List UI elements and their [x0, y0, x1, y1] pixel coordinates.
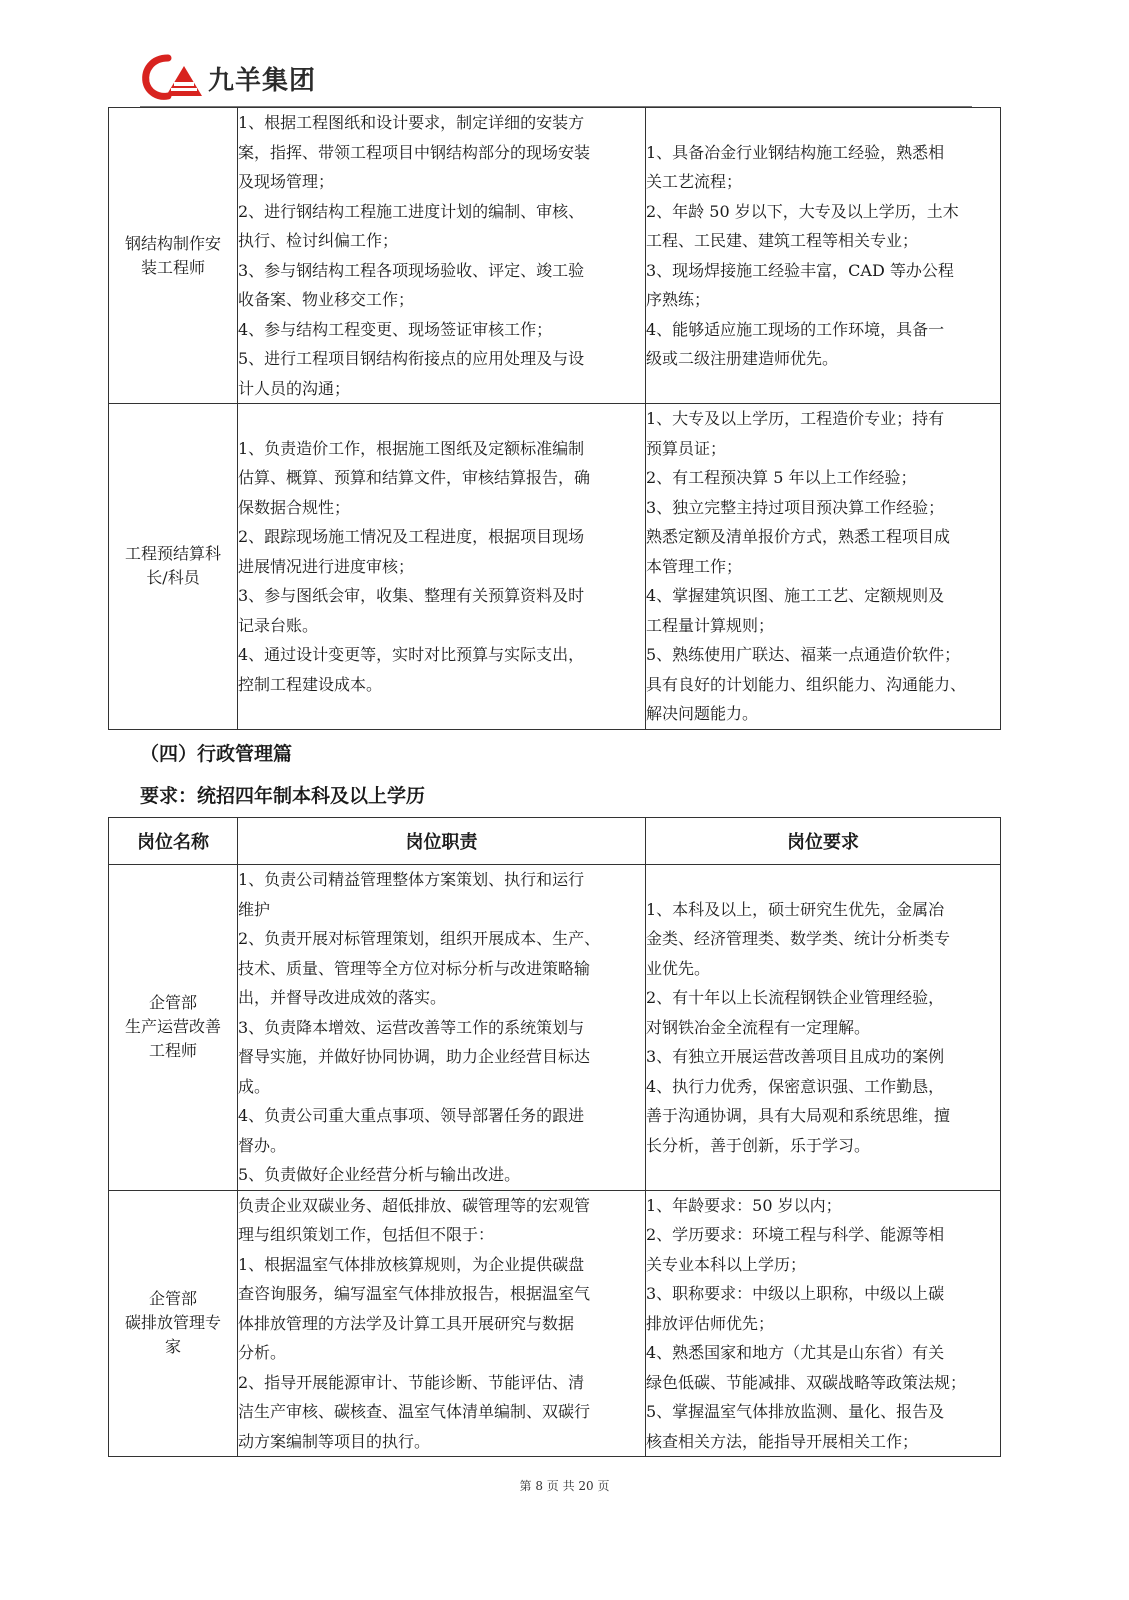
job-title-cell: [109, 1190, 238, 1457]
duty-line-text: 控制工程建设成本。: [238, 674, 383, 694]
duty-line-text: 计人员的沟通；: [238, 378, 351, 398]
requirement-line-text: 5、熟练使用广联达、福莱一点通造价软件；: [646, 645, 961, 664]
job-requirement-cell: [646, 1190, 1001, 1457]
requirement-line-text: 关工艺流程；: [646, 172, 743, 191]
job-title-text: 钢结构制作安: [124, 233, 221, 253]
duty-line-text: 3、负责降本增效、运营改善等工作的系统策划与: [238, 1017, 585, 1037]
job-table-admin: [108, 817, 1001, 1457]
duty-line-text: 负责企业双碳业务、超低排放、碳管理等的宏观管: [238, 1195, 591, 1215]
column-header-requirement: 岗位要求: [646, 818, 1001, 865]
column-header-name: 岗位名称: [109, 818, 238, 865]
duty-line-text: 及现场管理；: [238, 172, 335, 191]
duty-line-text: 体排放管理的方法学及计算工具开展研究与数据: [238, 1313, 575, 1333]
job-duty-cell: [238, 865, 646, 1191]
table-row: [109, 865, 1001, 1191]
requirement-line-text: 长分析，善于创新，乐于学习。: [646, 1135, 871, 1155]
requirement-line-text: 4、能够适应施工现场的工作环境，具备一: [646, 319, 945, 339]
requirement-line-text: 4、掌握建筑识图、施工工艺、定额规则及: [646, 586, 945, 605]
table-row: [109, 1190, 1001, 1457]
requirement-line-text: 善于沟通协调，具有大局观和系统思维，擅: [646, 1106, 951, 1125]
requirement-line-text: 3、职称要求：中级以上职称，中级以上碳: [646, 1284, 945, 1303]
duty-line-text: 估算、概算、预算和结算文件，审核结算报告，确: [238, 468, 591, 487]
duty-line-text: 保数据合规性；: [238, 497, 351, 517]
column-header-duty: 岗位职责: [238, 818, 646, 865]
requirement-line-text: 工程量计算规则；: [646, 615, 775, 635]
requirement-line-text: 级或二级注册建造师优先。: [646, 349, 839, 368]
requirement-line-text: 5、掌握温室气体排放监测、量化、报告及: [646, 1402, 945, 1421]
duty-line-text: 案，指挥、带领工程项目中钢结构部分的现场安装: [238, 142, 591, 162]
requirement-line-text: 1、本科及以上，硕士研究生优先，金属冶: [646, 899, 945, 919]
requirement-line-text: 核查相关方法，能指导开展相关工作；: [646, 1431, 919, 1451]
duty-line-text: 2、进行钢结构工程施工进度计划的编制、审核、: [238, 201, 585, 221]
duty-line-text: 进展情况进行进度审核；: [238, 556, 415, 576]
company-name: 九羊集团: [208, 66, 317, 96]
job-title-text: 装工程师: [140, 257, 205, 277]
duty-line-text: 成。: [238, 1076, 271, 1096]
requirement-line-text: 排放评估师优先；: [646, 1313, 775, 1333]
duty-line-text: 洁生产审核、碳核查、温室气体清单编制、双碳行: [238, 1402, 591, 1421]
job-duty-cell: [238, 1190, 646, 1457]
job-duty-cell: [238, 404, 646, 730]
duty-line-text: 1、根据工程图纸和设计要求，制定详细的安装方: [238, 113, 585, 132]
requirement-line-text: 2、有十年以上长流程钢铁企业管理经验，: [646, 988, 945, 1007]
duty-line-text: 3、参与图纸会审，收集、整理有关预算资料及时: [238, 586, 585, 605]
table-row: [109, 404, 1001, 730]
requirement-line-text: 熟悉定额及清单报价方式，熟悉工程项目成: [646, 527, 951, 546]
job-title-text: 生产运营改善: [124, 1017, 221, 1037]
job-table-continued: [108, 107, 1001, 730]
duty-line-text: 5、进行工程项目钢结构衔接点的应用处理及与设: [238, 349, 585, 368]
duty-line-text: 维护: [238, 899, 271, 919]
requirement-line-text: 解决问题能力。: [646, 704, 759, 723]
duty-line-text: 4、通过设计变更等，实时对比预算与实际支出，: [238, 645, 585, 664]
requirement-line-text: 2、年龄 50 岁以下，大专及以上学历，土木: [646, 201, 959, 221]
duty-line-text: 3、参与钢结构工程各项现场验收、评定、竣工验: [238, 260, 585, 280]
requirement-line-text: 绿色低碳、节能减排、双碳战略等政策法规；: [646, 1372, 967, 1392]
requirement-line-text: 金类、经济管理类、数学类、统计分析类专: [646, 929, 951, 948]
duty-line-text: 4、负责公司重大重点事项、领导部署任务的跟进: [238, 1106, 585, 1125]
job-title-cell: [109, 108, 238, 404]
section-heading: （四）行政管理篇: [140, 743, 293, 765]
requirement-line-text: 具有良好的计划能力、组织能力、沟通能力、: [646, 674, 967, 694]
duty-line-text: 分析。: [238, 1343, 287, 1362]
requirement-line-text: 4、执行力优秀，保密意识强、工作勤恳，: [646, 1076, 945, 1096]
table-row: [109, 108, 1001, 404]
job-title-text: 工程预结算科: [124, 544, 221, 564]
job-title-text: 企管部: [148, 1289, 197, 1309]
job-requirement-cell: [646, 404, 1001, 730]
duty-line-text: 执行、检讨纠偏工作；: [238, 231, 399, 250]
requirement-line-text: 1、大专及以上学历，工程造价专业；持有: [646, 409, 945, 428]
requirement-line-text: 2、学历要求：环境工程与科学、能源等相: [646, 1225, 945, 1244]
page-header: [140, 52, 970, 108]
requirement-line-text: 业优先。: [646, 958, 711, 978]
table-header-row: [109, 818, 1001, 865]
requirement-line-text: 对钢铁冶金全流程有一定理解。: [646, 1017, 871, 1037]
requirement-line-text: 3、独立完整主持过项目预决算工作经验；: [646, 497, 945, 517]
duty-line-text: 记录台账。: [238, 615, 319, 635]
requirement-line-text: 1、年龄要求：50 岁以内；: [646, 1195, 842, 1215]
duty-line-text: 1、负责公司精益管理整体方案策划、执行和运行: [238, 870, 585, 889]
job-requirement-cell: [646, 865, 1001, 1191]
requirement-line-text: 3、有独立开展运营改善项目且成功的案例: [646, 1047, 945, 1066]
job-title-text: 长/科员: [146, 568, 200, 588]
job-title-cell: [109, 865, 238, 1191]
job-title-text: 企管部: [148, 993, 197, 1013]
duty-line-text: 4、参与结构工程变更、现场签证审核工作；: [238, 319, 553, 339]
requirement-line-text: 1、具备冶金行业钢结构施工经验，熟悉相: [646, 142, 945, 162]
duty-line-text: 2、负责开展对标管理策划，组织开展成本、生产、: [238, 929, 601, 948]
duty-line-text: 1、根据温室气体排放核算规则，为企业提供碳盘: [238, 1254, 585, 1274]
job-title-text: 家: [164, 1337, 181, 1357]
duty-line-text: 技术、质量、管理等全方位对标分析与改进策略输: [238, 958, 591, 978]
duty-line-text: 2、指导开展能源审计、节能诊断、节能评估、清: [238, 1372, 585, 1392]
duty-line-text: 1、负责造价工作，根据施工图纸及定额标准编制: [238, 438, 585, 458]
job-title-text: 碳排放管理专: [124, 1313, 221, 1333]
requirement-line-text: 2、有工程预决算 5 年以上工作经验；: [646, 468, 917, 487]
job-requirement-cell: [646, 108, 1001, 404]
duty-line-text: 督办。: [238, 1135, 287, 1155]
job-title-cell: [109, 404, 238, 730]
section-requirement: 要求：统招四年制本科及以上学历: [140, 785, 426, 807]
requirement-line-text: 关专业本科以上学历；: [646, 1254, 807, 1274]
duty-line-text: 理与组织策划工作，包括但不限于：: [238, 1225, 495, 1244]
requirement-line-text: 工程、工民建、建筑工程等相关专业；: [646, 231, 919, 250]
page-number: 第 8 页 共 20 页: [519, 1479, 610, 1493]
requirement-line-text: 本管理工作；: [646, 556, 743, 576]
job-duty-cell: [238, 108, 646, 404]
requirement-line-text: 序熟练；: [646, 290, 711, 309]
duty-line-text: 出，并督导改进成效的落实。: [238, 988, 447, 1007]
job-title-text: 工程师: [148, 1041, 197, 1061]
duty-line-text: 5、负责做好企业经营分析与输出改进。: [238, 1165, 521, 1184]
requirement-line-text: 4、熟悉国家和地方（尤其是山东省）有关: [646, 1343, 945, 1362]
duty-line-text: 收备案、物业移交工作；: [238, 290, 415, 309]
requirement-line-text: 3、现场焊接施工经验丰富，CAD 等办公程: [646, 260, 954, 280]
duty-line-text: 督导实施，并做好协同协调，助力企业经营目标达: [238, 1047, 591, 1066]
company-logo-icon: [140, 52, 210, 104]
duty-line-text: 2、跟踪现场施工情况及工程进度，根据项目现场: [238, 527, 585, 546]
requirement-line-text: 预算员证；: [646, 438, 727, 458]
duty-line-text: 动方案编制等项目的执行。: [238, 1431, 431, 1451]
duty-line-text: 查咨询服务，编写温室气体排放报告，根据温室气: [238, 1284, 591, 1303]
